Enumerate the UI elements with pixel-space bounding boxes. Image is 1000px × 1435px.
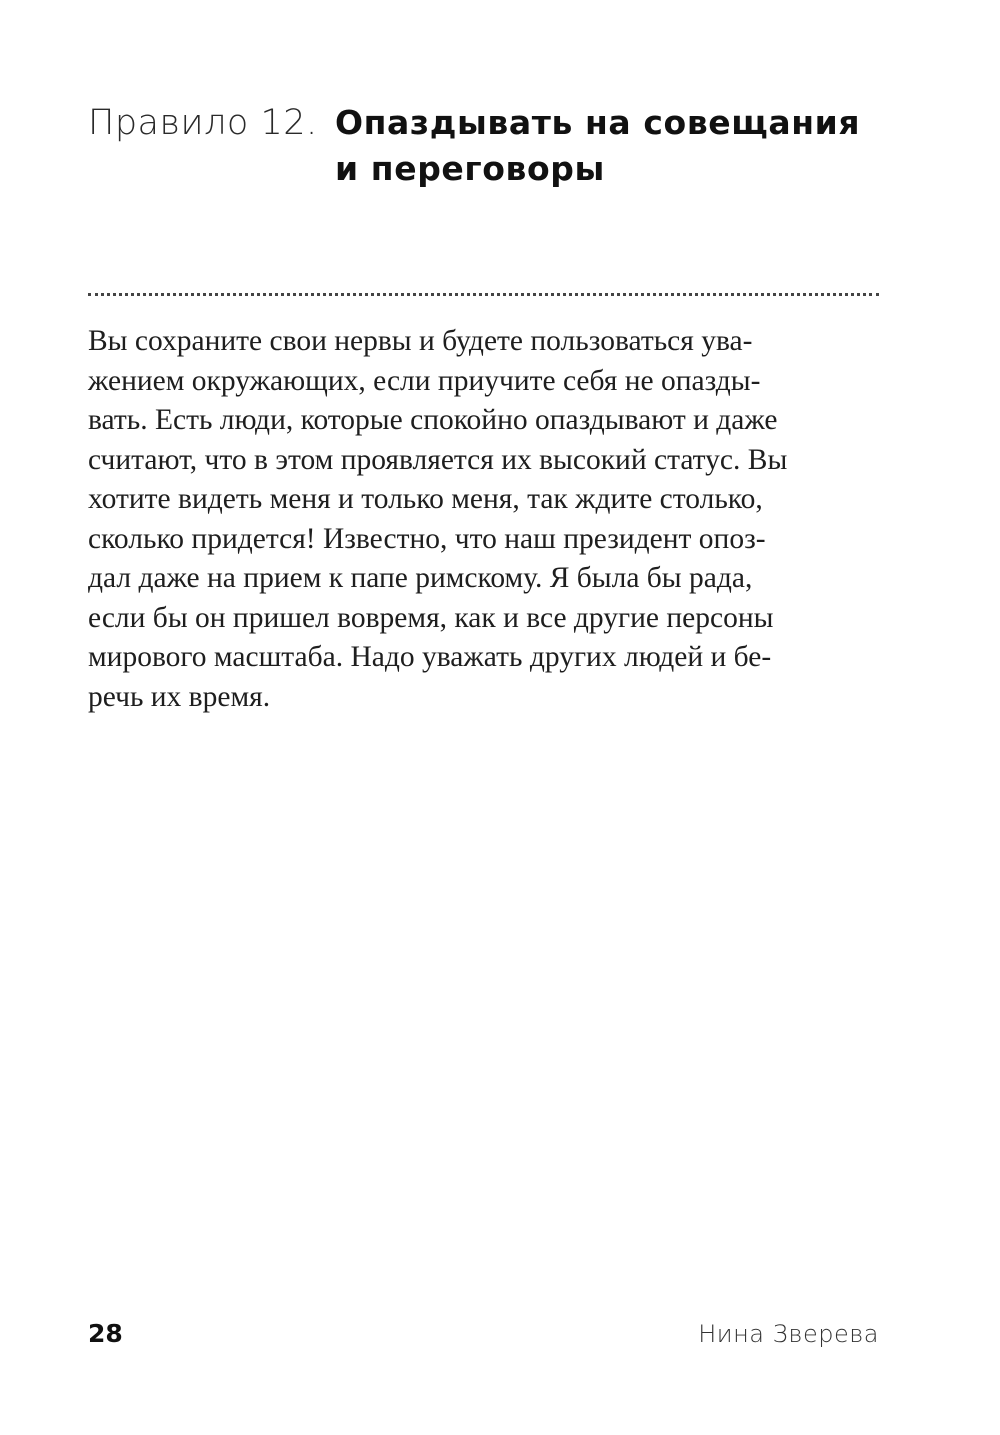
body-line: дал даже на прием к папе римскому. Я была бы рада, <box>88 562 753 594</box>
body-paragraph <box>88 322 888 717</box>
dotted-divider <box>88 293 879 296</box>
body-line: мирового масштаба. Надо уважать других людей и бе- <box>88 641 772 673</box>
body-line: хотите видеть меня и только меня, так ждите столько, <box>88 483 763 515</box>
body-line: речь их время. <box>88 680 271 713</box>
body-line: Вы сохраните свои нервы и будете пользоваться ува- <box>88 325 753 357</box>
rule-title-line: и переговоры <box>335 149 605 188</box>
page-number: 28 <box>88 1319 123 1348</box>
rule-title-line: Опаздывать на совещания <box>335 103 861 142</box>
body-line: вать. Есть люди, которые спокойно опаздывают и даже <box>88 404 778 436</box>
author-name: Нина Зверева <box>698 1320 879 1348</box>
body-line: сколько придется! Известно, что наш президент опоз- <box>88 522 766 555</box>
body-line: если бы он пришел вовремя, как и все другие персоны <box>88 601 774 634</box>
rule-title <box>335 100 895 192</box>
rule-number-label: Правило 12. <box>88 103 318 143</box>
body-line: считают, что в этом проявляется их высокий статус. Вы <box>88 443 788 476</box>
body-line: жением окружающих, если приучите себя не опазды- <box>88 364 761 397</box>
